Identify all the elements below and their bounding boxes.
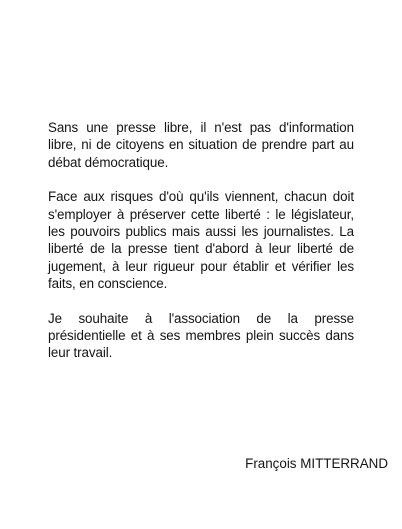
paragraph-risks: Face aux risques d'où qu'ils viennent, chacun doit s'employer à préserver cette liberté : le législateur, les pouvoirs publics mais aussi les journalistes. La liberté de la presse tient d'abord à leur liberté de jugement, à leur rigueur pour établir et vérifier les faits, en conscience. — [48, 189, 354, 292]
paragraph-free-press: Sans une presse libre, il n'est pas d'information libre, ni de citoyens en situation de prendre part au débat démocratique. — [48, 120, 354, 170]
signature: François MITTERRAND — [245, 456, 388, 471]
letter-body — [48, 119, 354, 362]
paragraph-wishes: Je souhaite à l'association de la presse présidentielle et à ses membres plein succès dans leur travail. — [48, 310, 354, 361]
